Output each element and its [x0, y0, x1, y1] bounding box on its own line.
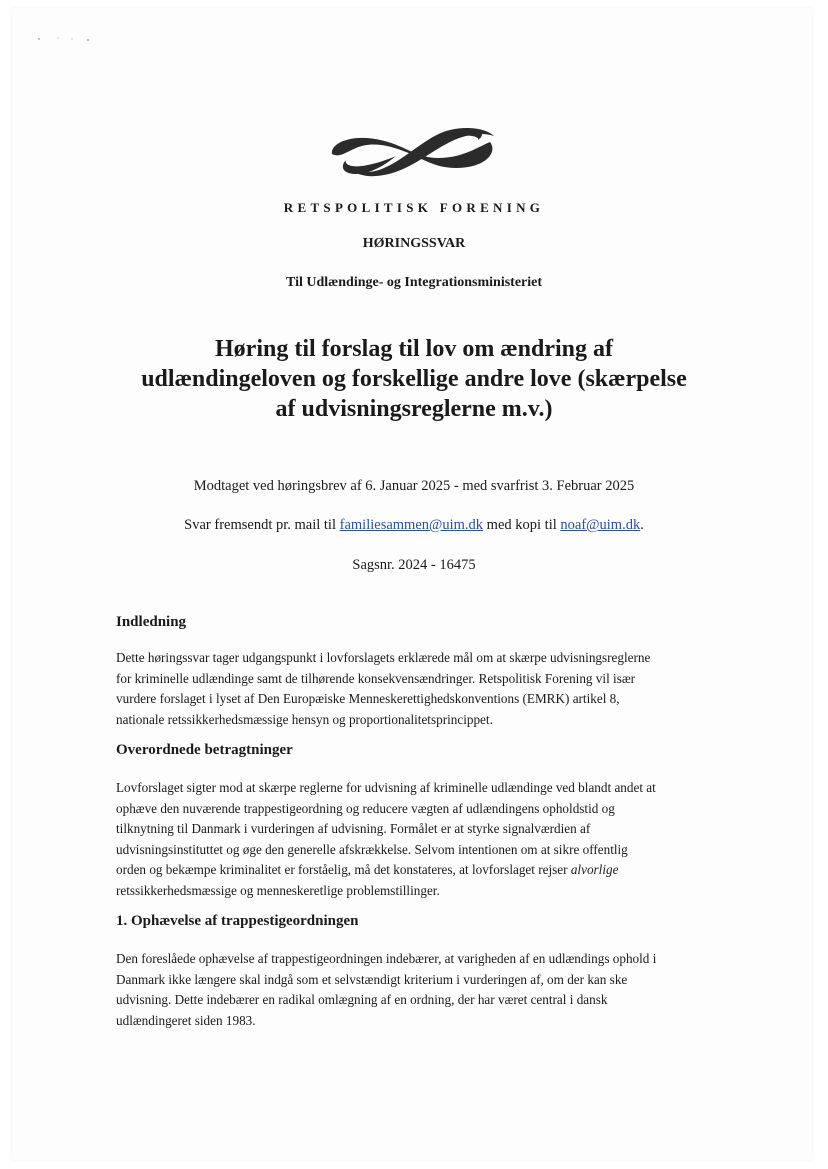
paragraph-line: vurdere forslaget i lyset af Den Europæiske Menneskerettighedskonventions (EMRK) artikel 8, — [116, 691, 620, 706]
document-title — [100, 334, 728, 424]
paragraph-line: Danmark ikke længere skal indgå som et selvstændigt kriterium i vurderingen af, om der kan ske — [116, 971, 628, 987]
paragraph-overall — [116, 778, 726, 901]
paragraph-line: udvisning. Dette indebærer en radikal omlægning af en ordning, der har været central i dansk — [116, 992, 608, 1007]
emphasis-word: alvorlige — [570, 862, 619, 877]
received-line: Modtaget ved høringsbrev af 6. Januar 2025 - med svarfrist 3. Februar 2025 — [193, 478, 635, 494]
paragraph-line: for kriminelle udlændinge samt de tilhørende konsekvensændringer. Retspolitisk Forening vil især — [116, 670, 636, 686]
paragraph-line: udvisningsinstituttet og øge den generelle afskrækkelse. Selvom intentionen om at sikre offentlig — [116, 841, 628, 857]
heading-overall: Overordnede betragtninger — [116, 742, 293, 758]
paragraph-line: nationale retssikkerhedsmæssige hensyn og proportionalitetsprincippet. — [116, 711, 493, 727]
paragraph-line: Lovforslaget sigter mod at skærpe reglerne for udvisning af kriminelle udlændinge ved blandt andet at — [116, 780, 656, 795]
heading-section-one: 1. Ophævelse af trappestigeordningen — [116, 913, 359, 929]
paragraph-line: udlændingeret siden 1983. — [116, 1012, 256, 1028]
document-type: HØRINGSSVAR — [362, 236, 466, 251]
email-link-familiesammen[interactable]: familiesammen@uim.dk — [339, 517, 484, 533]
sent-line — [0, 517, 828, 534]
organization-name: RETSPOLITISK FORENING — [283, 200, 545, 215]
sent-prefix: Svar fremsendt pr. mail til — [184, 517, 340, 533]
paragraph-line — [116, 860, 726, 881]
paragraph-section-one — [116, 949, 726, 1031]
email-link-noaf[interactable]: noaf@uim.dk — [560, 517, 641, 533]
title-line: udlændingeloven og forskellige andre love (skærpelse — [141, 366, 687, 392]
sent-middle: med kopi til — [483, 517, 561, 533]
title-line: Høring til forslag til lov om ændring af — [215, 336, 613, 362]
paragraph-line: Dette høringssvar tager udgangspunkt i lovforslagets erklærede mål om at skærpe udvisningsreglerne — [116, 650, 651, 665]
recipient-line: Til Udlændinge- og Integrationsministeriet — [285, 275, 543, 290]
paragraph-line: tilknytning til Danmark i vurderingen af udvisning. Formålet er at styrke signalværdien af — [116, 821, 591, 836]
paragraph-line: ophæve den nuværende trappestigeordning og reducere vægten af udlændingens opholdstid og — [116, 800, 615, 816]
paragraph-intro — [116, 648, 726, 730]
sent-suffix: . — [640, 517, 644, 533]
organization-logo — [326, 122, 498, 180]
case-number: Sagsnr. 2024 - 16475 — [352, 557, 476, 573]
title-line: af udvisningsreglerne m.v.) — [275, 396, 553, 422]
paragraph-line-text: orden og bekæmpe kriminalitet er forståelig, må det konstateres, at lovforslaget rejser — [116, 862, 571, 877]
heading-intro: Indledning — [116, 614, 187, 630]
paragraph-line: retssikkerhedsmæssige og menneskeretlige problemstillinger. — [116, 882, 440, 898]
paragraph-line: Den foreslåede ophævelse af trappestigeordningen indebærer, at varigheden af en udlændings ophold i — [116, 951, 657, 966]
scan-specks — [36, 34, 96, 44]
